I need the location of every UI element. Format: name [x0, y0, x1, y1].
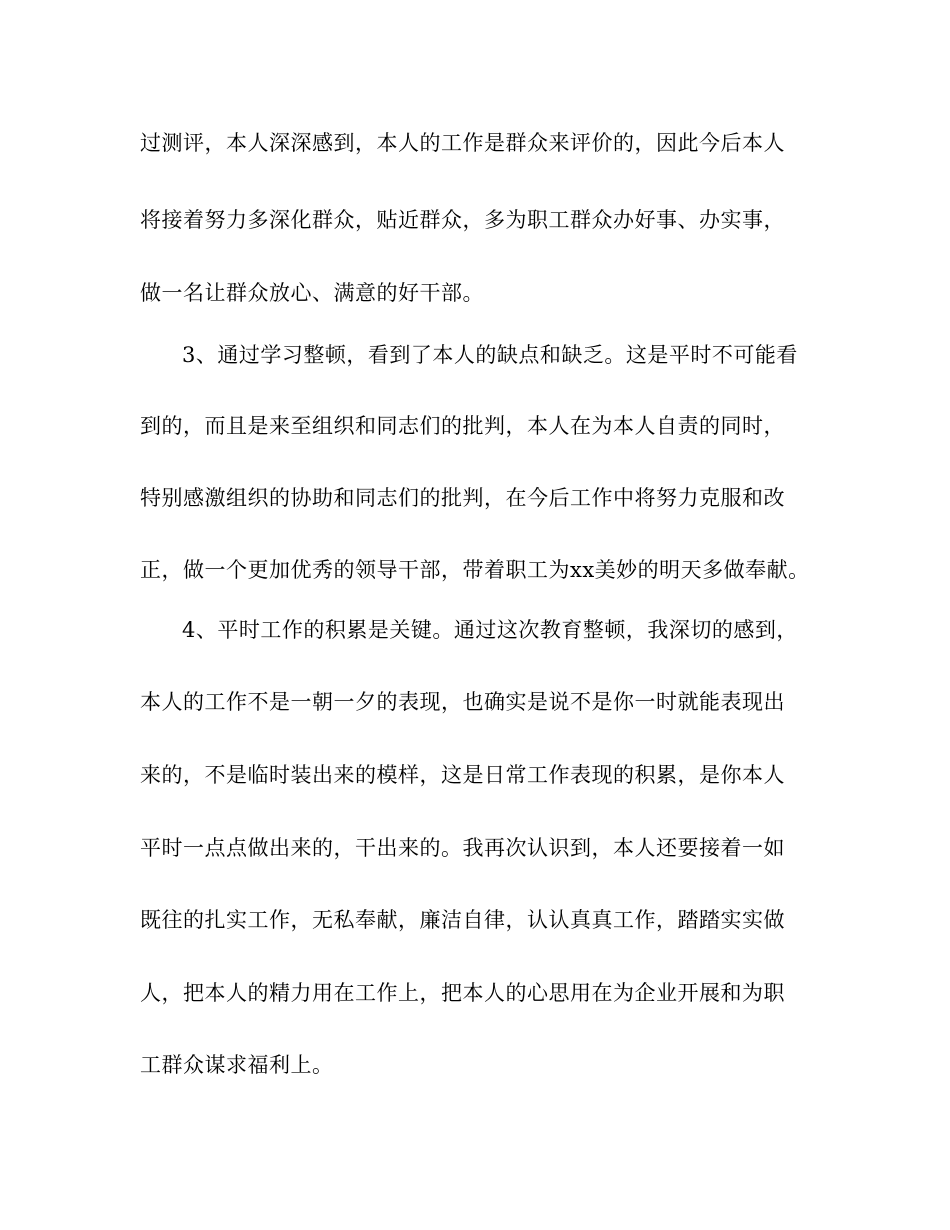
text-line: 来的，不是临时装出来的模样，这是日常工作表现的积累，是你本人: [140, 763, 785, 787]
text-line: 工群众谋求福利上。: [140, 1053, 334, 1077]
text-line: 到的，而且是来至组织和同志们的批判，本人在为本人自责的同时，: [140, 414, 785, 438]
text-line: 平时一点点做出来的，干出来的。我再次认识到，本人还要接着一如: [140, 836, 785, 860]
text-line: 做一名让群众放心、满意的好干部。: [140, 281, 484, 305]
text-line: 既往的扎实工作，无私奉献，廉洁自律，认认真真工作，踏踏实实做: [140, 908, 785, 932]
text-line: 将接着努力多深化群众，贴近群众，多为职工群众办好事、办实事，: [140, 208, 785, 232]
text-line: 人，把本人的精力用在工作上，把本人的心思用在为企业开展和为职: [140, 981, 785, 1005]
paragraph-4-first-line: 4、平时工作的积累是关键。通过这次教育整顿，我深切的感到，: [182, 618, 798, 642]
text-line: 正，做一个更加优秀的领导干部，带着职工为xx美妙的明天多做奉献。: [140, 558, 810, 582]
paragraph-3-first-line: 3、通过学习整顿，看到了本人的缺点和缺乏。这是平时不可能看: [182, 343, 798, 367]
text-line: 特别感激组织的协助和同志们的批判，在今后工作中将努力克服和改: [140, 486, 785, 510]
text-line: 过测评，本人深深感到，本人的工作是群众来评价的，因此今后本人: [140, 131, 785, 155]
text-line: 本人的工作不是一朝一夕的表现，也确实是说不是你一时就能表现出: [140, 690, 785, 714]
